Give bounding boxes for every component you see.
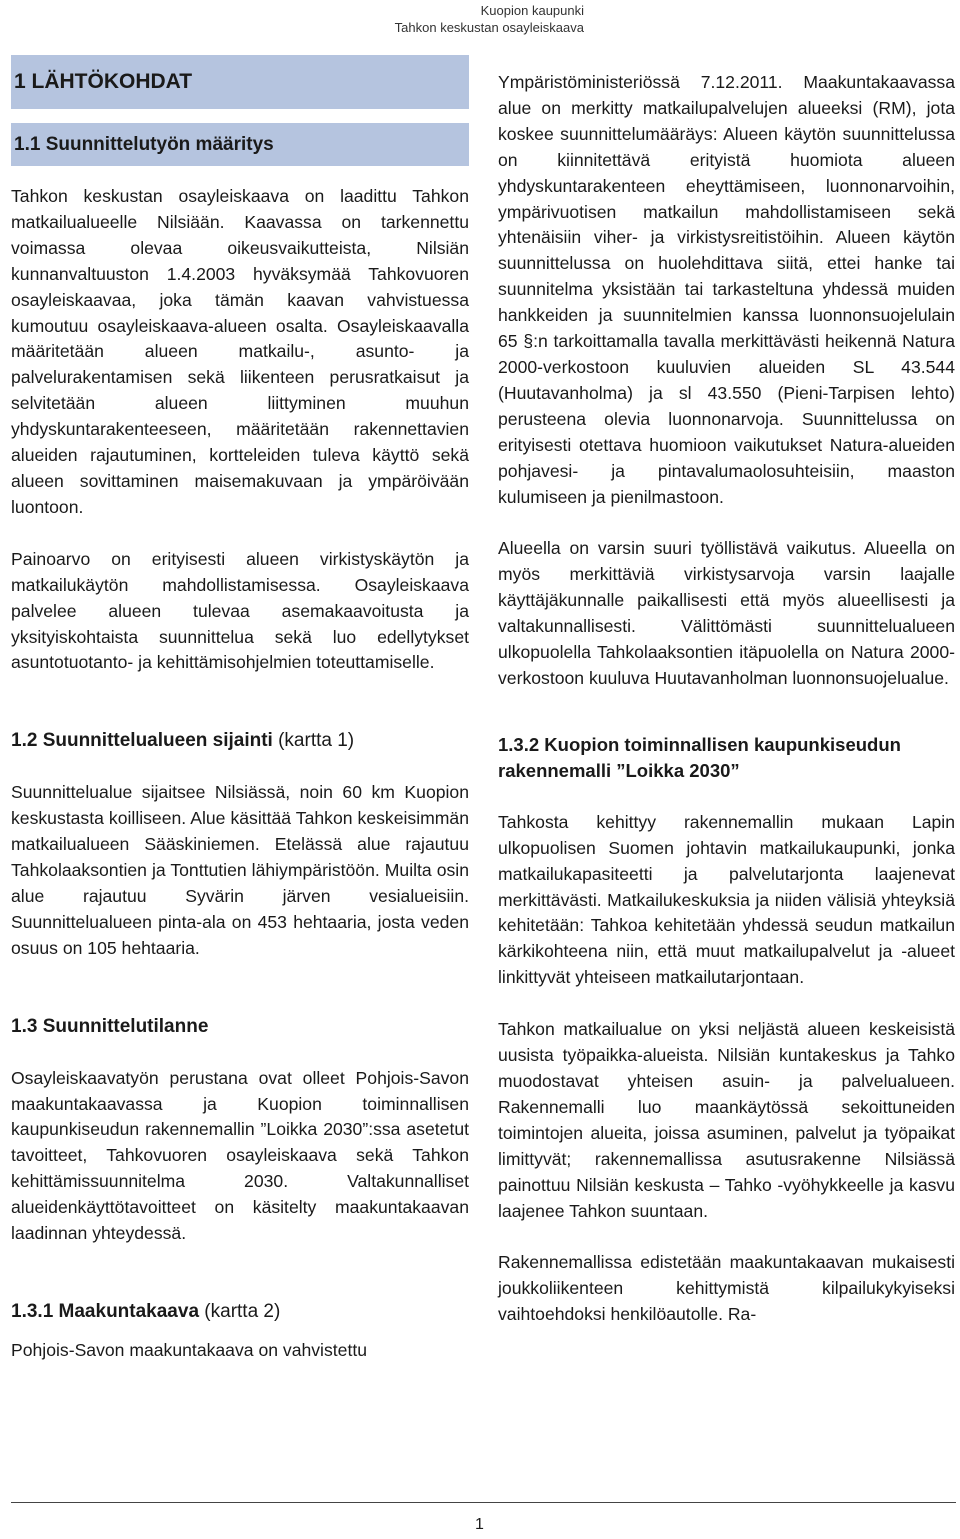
header-organization: Kuopion kaupunki	[480, 3, 584, 18]
section-1-1-paragraph-1: Tahkon keskustan osayleiskaava on laadittu Tahkon matkailualueelle Nilsiään. Kaavassa on tarkennettu voimassa olevaa oikeusvaikutteista, Nilsiän kunnanvaltuuston 1.4.2003 hyväksymää Tahkovuoren osayleiskaavaa, joka tämän kaavan vahvistuessa kumoutuu osayleiskaava-alueen osalta. Osayleiskaavalla määritetään alueen matkailu-, asunto- ja palvelurakentamisen sekä liikenteen perusratkaisut ja selvitetään alueen liittyminen muuhun yhdyskuntarakenteeseen, määritetään rakennettavien alueiden rajautuminen, kortteleiden tuleva käyttö sekä alueen sovittaminen maisemakuvaan ja ympäröivään luontoon.	[11, 186, 469, 517]
section-1-3-1-map-reference: (kartta 2)	[204, 1301, 281, 1322]
section-1-3-2-paragraph-1: Tahkosta kehittyy rakennemallin mukaan Lapin ulkopuolisen Suomen johtavin matkailukaupunki, jonka matkailukapasiteetti ja palvelutarjonta laajenevat merkittävästi. Matkailukeskuksia ja niiden välisiä yhteyksiä kehitetään: Tahkoa kehitetään yhdessä seudun matkailun kärkikohteena niin, että muut matkailupalvelut ja -alueet linkittyvät yhteiseen matkailutarjontaan.	[498, 811, 955, 988]
section-1-3-paragraph-1: Osayleiskaavatyön perustana ovat olleet Pohjois-Savon maakuntakaavassa ja Kuopion toiminnallisen kaupunkiseudun rakennemallin ”Loikka 2030”:ssa asetetut tavoitteet, Tahkovuoren osayleiskaava sekä Tahkon kehittämissuunnitelma 2030. Valtakunnalliset alueidenkäyttötavoitteet on käsitelty maakuntakaavan laadinnan yhteydessä.	[11, 1067, 469, 1244]
section-1-3-heading	[11, 1014, 469, 1040]
section-1-1-heading: 1.1 Suunnittelutyön määritys	[11, 123, 469, 166]
section-1-3-1-title: 1.3.1 Maakuntakaava	[11, 1301, 200, 1322]
section-1-3-1-paragraph-continued: Ympäristöministeriössä 7.12.2011. Maakuntakaavassa alue on merkitty matkailupalvelujen alueeksi (RM), jota koskee suunnittelumääräys: Alueen käytön suunnittelussa on kiinnitettävä erityistä huomiota alueen yhdyskuntarakenteen eheyttämiseen, luonnonarvoihin, ympärivuotisen matkailun mahdollistamiseen sekä yhtenäisiin viher- ja virkistysreitistöihin. Alueen käytön suunnittelussa on huolehdittava siitä, ettei hanke tai suunnitelma yksistään tai tarkasteltuna yhdessä muiden hankkeiden ja suunnitelmien kanssa luonnonsuojelulain 65 §:n tarkoittamalla tavalla merkittävästi heikennä Natura 2000-verkostoon kuuluvien alueiden SL 43.544 (Huutavanholma) ja sl 43.550 (Pieni-Tarpisen lehto) perusteena olevia luonnonarvoja. Suunnittelussa on erityisesti otettava huomioon vaikutukset Natura-alueiden pohjavesi- ja pintavalumaolosuhteisiin, maaston kulumiseen ja pienilmastoon.	[498, 72, 955, 507]
chapter-heading: 1 LÄHTÖKOHDAT	[11, 55, 469, 109]
section-1-1-paragraph-2: Painoarvo on erityisesti alueen virkistyskäytön ja matkailukäytön mahdollistamisessa. Osayleiskaava palvelee alueen tulevaa asemakaavoitusta ja yksityiskohtaista suunnittelua sekä luo edellytykset asuntotuotanto- ja kehittämisohjelmien toteuttamiselle.	[11, 548, 469, 673]
section-1-3-1-heading	[11, 1299, 469, 1325]
section-1-3-title: 1.3 Suunnittelutilanne	[11, 1015, 209, 1037]
page-header	[395, 2, 584, 36]
section-1-2-map-reference: (kartta 1)	[278, 730, 355, 752]
page-number: 1	[475, 1516, 484, 1533]
section-1-3-2-paragraph-2: Tahkon matkailualue on yksi neljästä alueen keskeisistä uusista työpaikka-alueista. Nilsiän kuntakeskus ja Tahko muodostavat yhteisen asuin- ja palvelualueen. Rakennemalli luo maankäytössä sekoittuneiden toimintojen alueita, joissa asuminen, palvelut ja työpaikat limittyvät; rakennemallissa asutusrakenne Nilsiässä painottuu Nilsiän keskusta – Tahko -vyöhykkeelle ja kasvu laajenee Tahkon suuntaan.	[498, 1019, 955, 1221]
section-1-3-1-paragraph-start: Pohjois-Savon maakuntakaava on vahvistettu	[11, 1340, 367, 1360]
section-1-3-1-paragraph-2: Alueella on varsin suuri työllistävä vaikutus. Alueella on myös merkittäviä virkistysarvoja varsin laajalle käyttäjäkunnalle paikallisesti että myös alueellisesti ja valtakunnallisesti. Välittömästi suunnittelualueen ulkopuolella Tahkolaaksontien itäpuolella on Natura 2000-verkostoon kuuluva Huutavanholman luonnonsuojelualue.	[498, 538, 955, 688]
section-1-2-title: 1.2 Suunnittelualueen sijainti	[11, 730, 273, 752]
right-column	[498, 70, 955, 1328]
left-column	[11, 55, 469, 1364]
header-document-title: Tahkon keskustan osayleiskaava	[394, 20, 584, 35]
section-1-2-heading	[11, 728, 469, 754]
footer-divider	[11, 1502, 956, 1503]
section-1-3-2-paragraph-3: Rakennemallissa edistetään maakuntakaavan mukaisesti joukkoliikenteen kehittymistä kilpailukykyiseksi vaihtoehdoksi henkilöautolle. Ra-	[498, 1252, 955, 1325]
section-1-2-paragraph-1: Suunnittelualue sijaitsee Nilsiässä, noin 60 km Kuopion keskustasta koilliseen. Alue käsittää Tahkon keskeisimmän matkailualueen Sääskiniemen. Etelässä alue rajautuu Tahkolaaksontien ja Tonttutien lähiympäristöön. Muilta osin alue rajautuu Syvärin järven vesialueisiin. Suunnittelualueen pinta-ala on 453 hehtaaria, josta veden osuus on 105 hehtaaria.	[11, 782, 469, 958]
section-1-3-2-heading: 1.3.2 Kuopion toiminnallisen kaupunkiseudun rakennemalli ”Loikka 2030”	[498, 733, 901, 781]
